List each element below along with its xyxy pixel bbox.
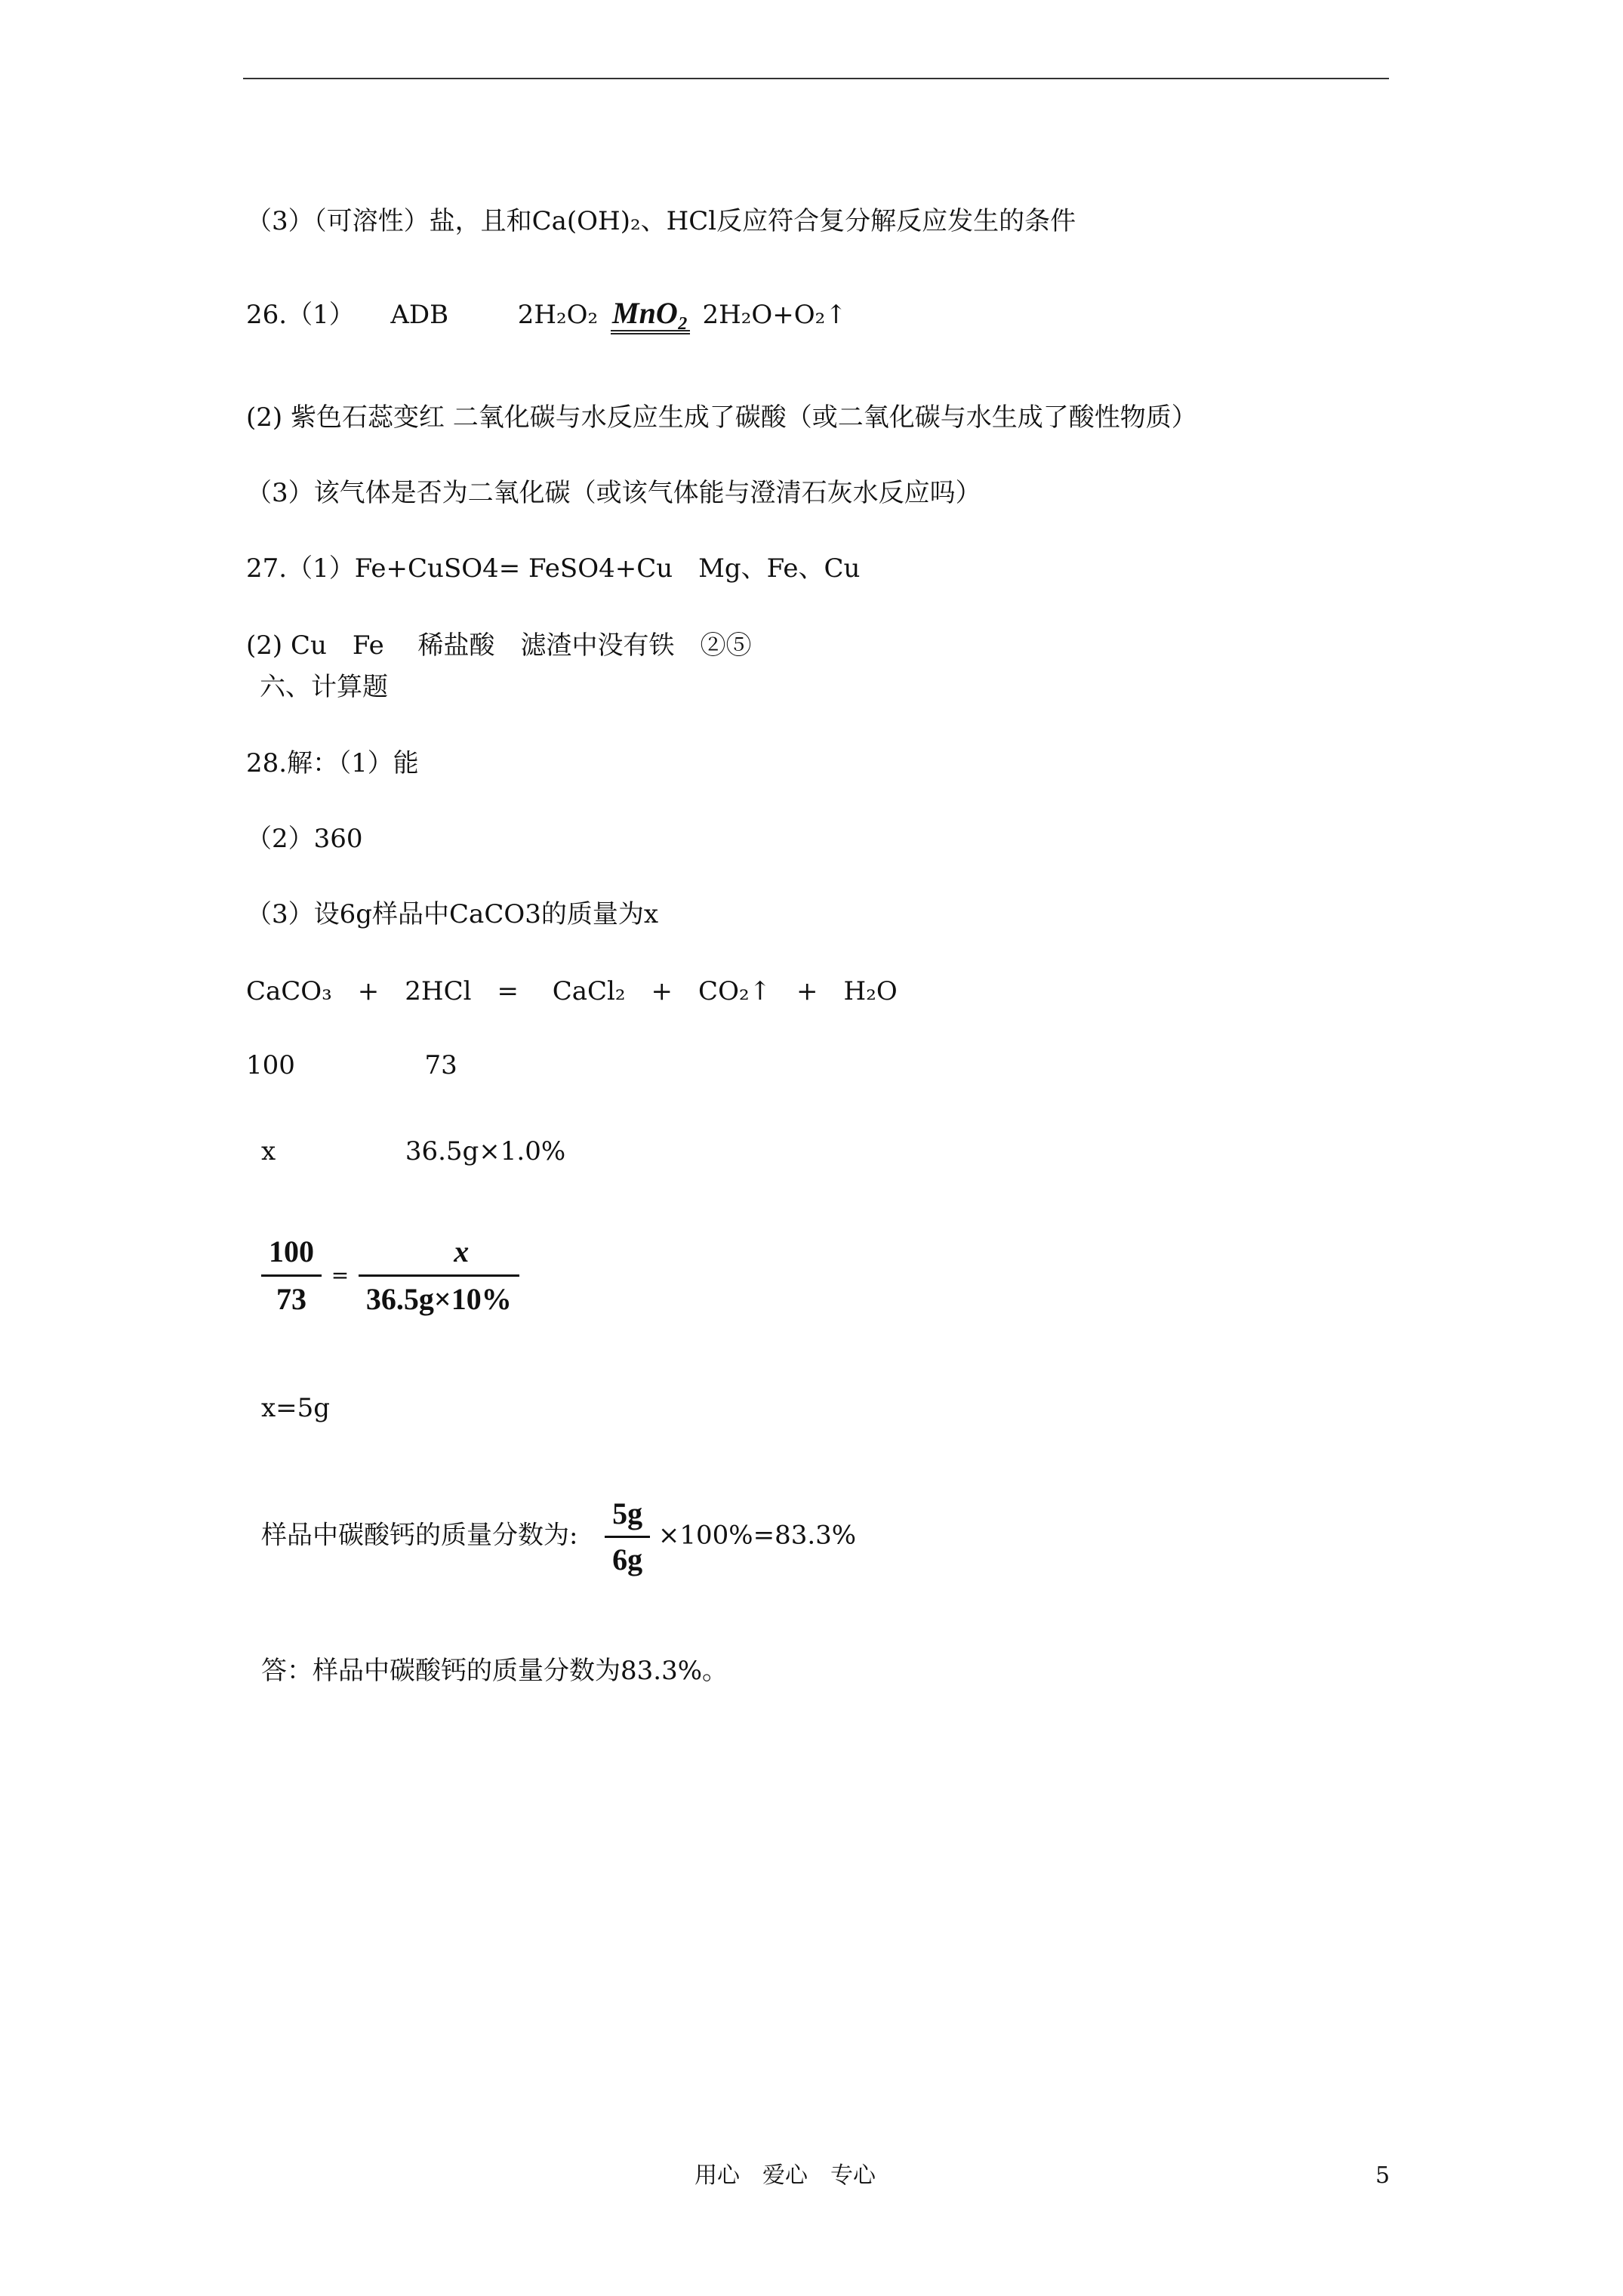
line-28-3: （3）设6g样品中CaCO3的质量为x [246, 899, 659, 929]
line-27-1: 27.（1）Fe+CuSO4= FeSO4+Cu Mg、Fe、Cu [246, 553, 861, 584]
unknown-x: x [261, 1136, 276, 1166]
catalyst-mno2: MnO₂ [611, 296, 690, 334]
equation-right: 2H₂O+O₂↑ [702, 300, 847, 330]
fraction-numerator: 5g [605, 1495, 650, 1538]
equals-sign: = [331, 1262, 350, 1288]
reaction-equation: CaCO₃ + 2HCl = CaCl₂ + CO₂↑ + H₂O [246, 976, 898, 1006]
line-26-1 [246, 296, 847, 332]
line-28-2: （2）360 [246, 824, 363, 854]
proportion-equation [261, 1232, 519, 1319]
header-rule [243, 78, 1389, 79]
fraction-5g-6g [605, 1495, 650, 1579]
fraction-denominator: 73 [276, 1282, 306, 1316]
line-28-1: 28.解：（1）能 [246, 748, 419, 778]
final-answer: 答：样品中碳酸钙的质量分数为83.3%。 [261, 1656, 728, 1686]
fraction-100-73 [261, 1232, 322, 1319]
question-number: 26.（1） [246, 300, 355, 330]
ratio-row-1 [246, 1048, 457, 1083]
section-heading: 六、计算题 [260, 672, 388, 702]
mass-fraction-label: 样品中碳酸钙的质量分数为: [261, 1520, 578, 1551]
mass-fraction-result: ×100%=83.3% [658, 1520, 857, 1551]
fraction-denominator: 36.5g×10% [365, 1282, 512, 1316]
fraction-numerator: 100 [261, 1232, 322, 1277]
page-number: 5 [1375, 2162, 1390, 2189]
answer-adb: ADB [390, 300, 449, 330]
line-25-3: （3）（可溶性）盐，且和Ca(OH)₂、HCl反应符合复分解反应发生的条件 [246, 206, 1076, 236]
fraction-denominator: 6g [612, 1542, 643, 1576]
mass-fraction-line [261, 1495, 856, 1579]
fraction-x-over-mass [359, 1232, 519, 1319]
ratio-hcl: 73 [424, 1050, 457, 1080]
result-x: x=5g [261, 1393, 331, 1423]
line-26-3: （3）该气体是否为二氧化碳（或该气体能与澄清石灰水反应吗） [246, 478, 981, 508]
ratio-row-2 [261, 1134, 565, 1169]
fraction-numerator: x [359, 1232, 519, 1277]
equation-left: 2H₂O₂ [517, 300, 599, 330]
footer-motto: 用心 爱心 专心 [694, 2162, 876, 2189]
line-26-2: (2) 紫色石蕊变红 二氧化碳与水反应生成了碳酸（或二氧化碳与水生成了酸性物质） [246, 402, 1197, 433]
ratio-caco3: 100 [246, 1050, 295, 1080]
line-27-2: (2) Cu Fe 稀盐酸 滤渣中没有铁 ②⑤ [246, 630, 752, 661]
hcl-mass: 36.5g×1.0% [405, 1136, 566, 1166]
